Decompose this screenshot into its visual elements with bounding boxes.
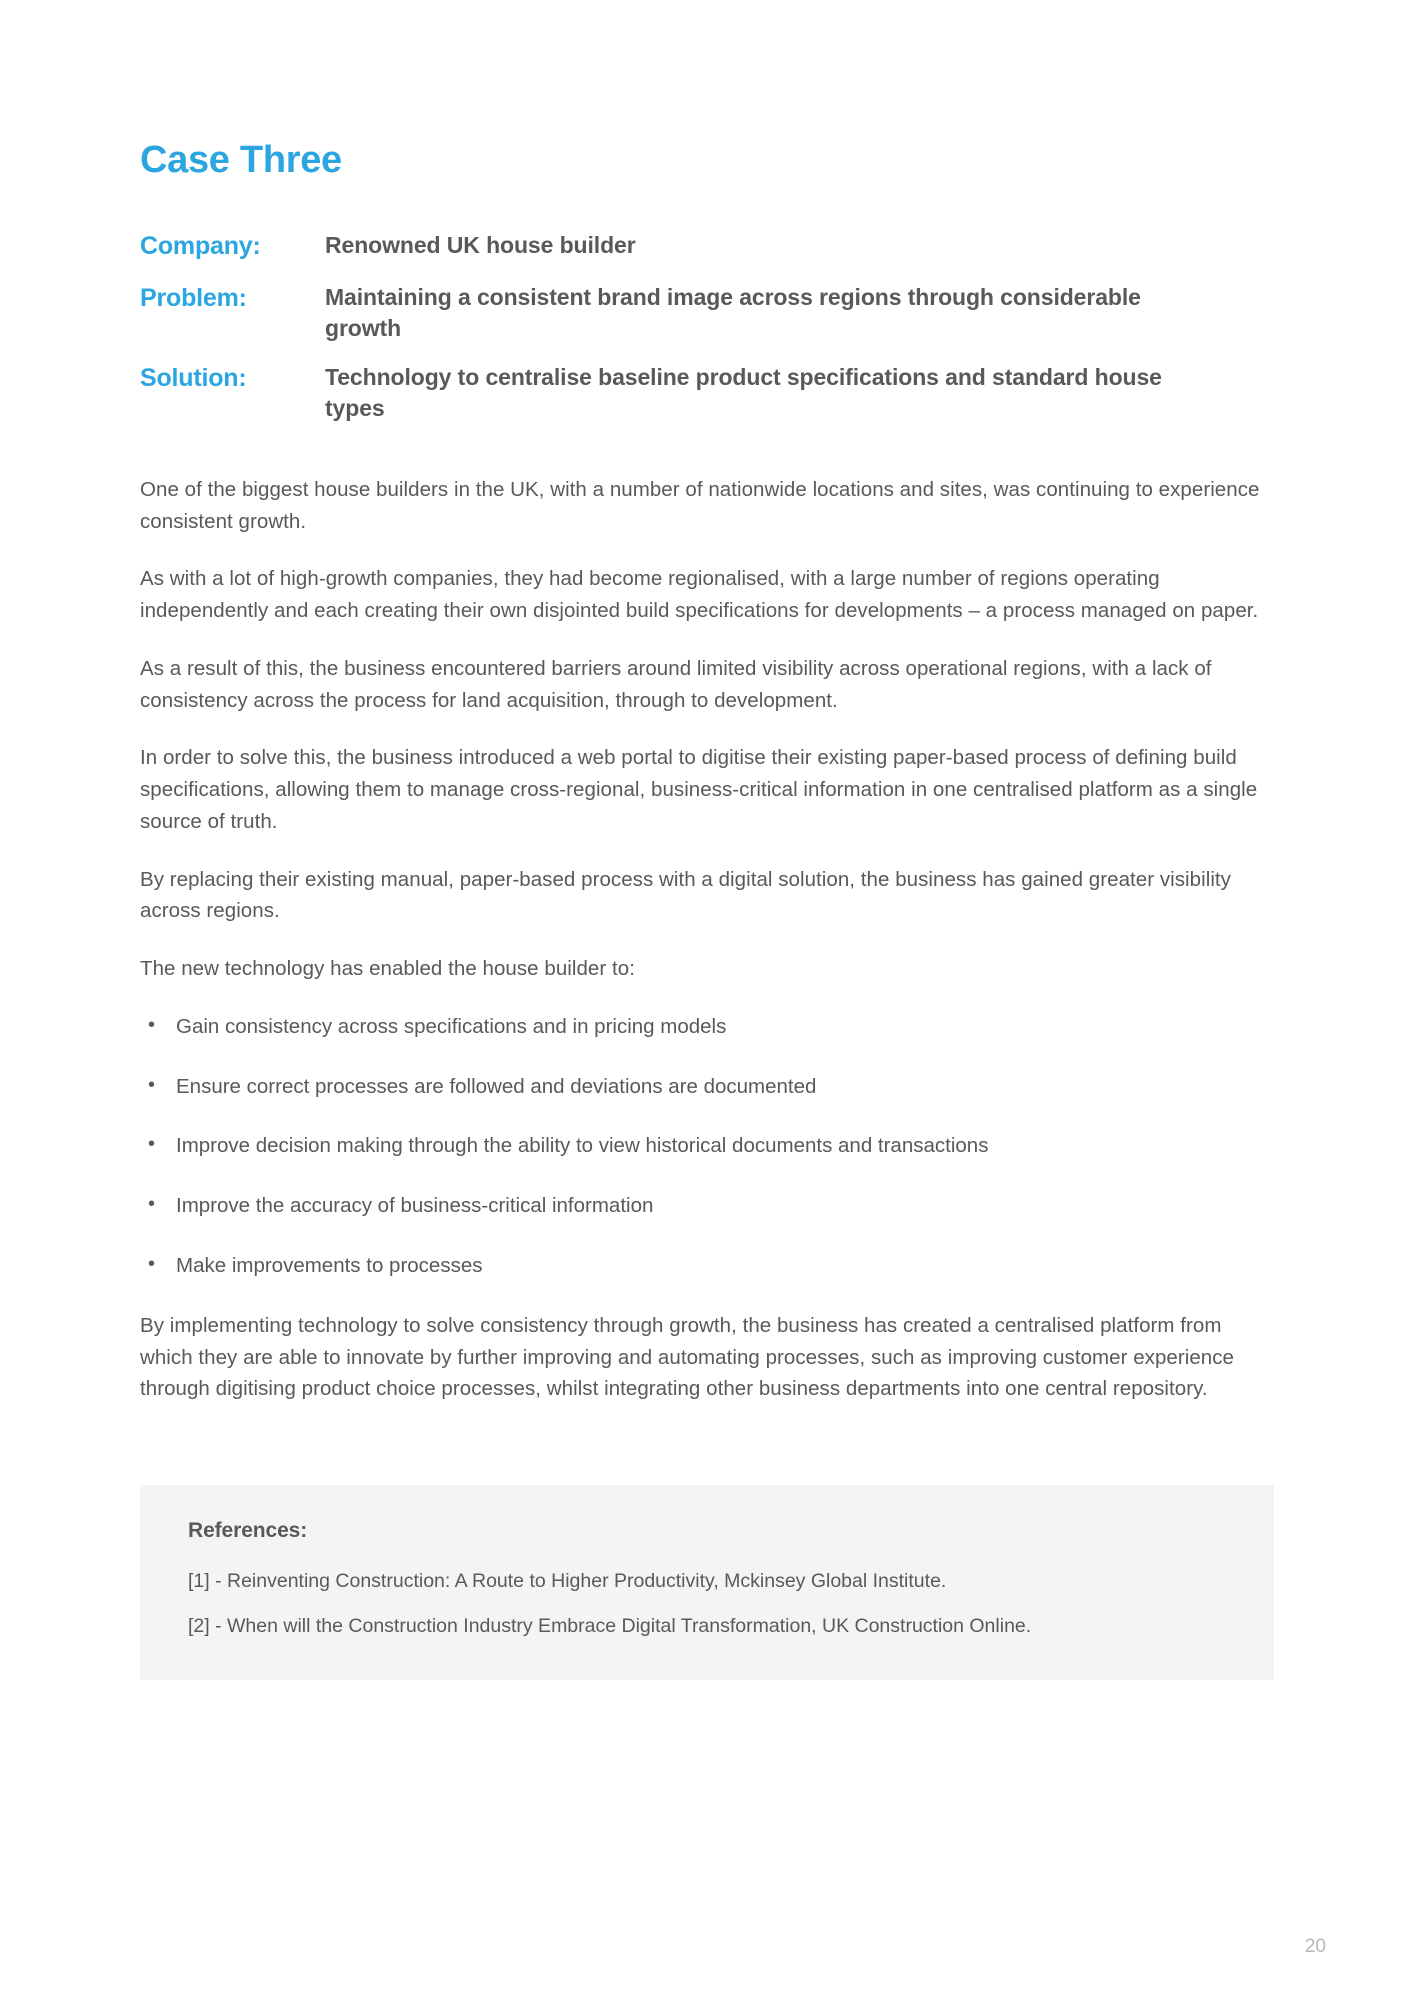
summary-value-company: Renowned UK house builder	[325, 231, 636, 258]
summary-label-solution: Solution:	[140, 363, 247, 392]
list-item: • Gain consistency across specifications and in pricing models	[140, 1011, 1274, 1043]
summary-row-solution	[140, 362, 1274, 424]
summary-label-company: Company:	[140, 231, 261, 260]
paragraph: One of the biggest house builders in the UK, with a number of nationwide locations and sites, was continuing to experience consistent growth.	[140, 477, 1260, 533]
page-title: Case Three	[140, 139, 342, 181]
summary-value-solution: Technology to centralise baseline product specifications and standard house types	[325, 363, 1162, 421]
case-summary-table	[140, 230, 1274, 424]
summary-row-problem	[140, 282, 1274, 344]
summary-value-problem: Maintaining a consistent brand image across regions through considerable growth	[325, 283, 1141, 341]
reference-item: [2] - When will the Construction Industry Embrace Digital Transformation, UK Construction Online.	[188, 1615, 1032, 1638]
paragraph: The new technology has enabled the house builder to:	[140, 957, 635, 981]
closing-paragraph: By implementing technology to solve consistency through growth, the business has created a centralised platform from which they are able to innovate by further improving and automating processes, such as improving customer experience through digitising product choice processes, whilst integrating other business departments into one central repository.	[140, 1313, 1235, 1401]
summary-row-company	[140, 230, 1274, 264]
summary-label-problem: Problem:	[140, 283, 247, 312]
page-number: 20	[1304, 1936, 1326, 1957]
paragraph: As with a lot of high-growth companies, they had become regionalised, with a large number of regions operating independently and each creating their own disjointed build specifications for developments – a process managed on paper.	[140, 567, 1259, 623]
list-item: • Improve the accuracy of business-critical information	[140, 1190, 1274, 1222]
list-item: • Improve decision making through the ability to view historical documents and transactions	[140, 1130, 1274, 1162]
list-item: • Make improvements to processes	[140, 1250, 1274, 1282]
body-copy	[140, 474, 1274, 1405]
references-heading: References:	[188, 1519, 308, 1543]
references-panel	[140, 1485, 1274, 1680]
paragraph: As a result of this, the business encountered barriers around limited visibility across operational regions, with a lack of consistency across the process for land acquisition, through to development.	[140, 656, 1212, 712]
reference-item: [1] - Reinventing Construction: A Route to Higher Productivity, Mckinsey Global Institute.	[188, 1570, 947, 1593]
paragraph: In order to solve this, the business introduced a web portal to digitise their existing paper-based process of defining build specifications, allowing them to manage cross-regional, business-critical information in one centralised platform as a single source of truth.	[140, 746, 1258, 833]
list-item: • Ensure correct processes are followed and deviations are documented	[140, 1071, 1274, 1103]
benefits-list	[140, 1011, 1274, 1282]
paragraph: By replacing their existing manual, paper-based process with a digital solution, the business has gained greater visibility across regions.	[140, 867, 1231, 923]
